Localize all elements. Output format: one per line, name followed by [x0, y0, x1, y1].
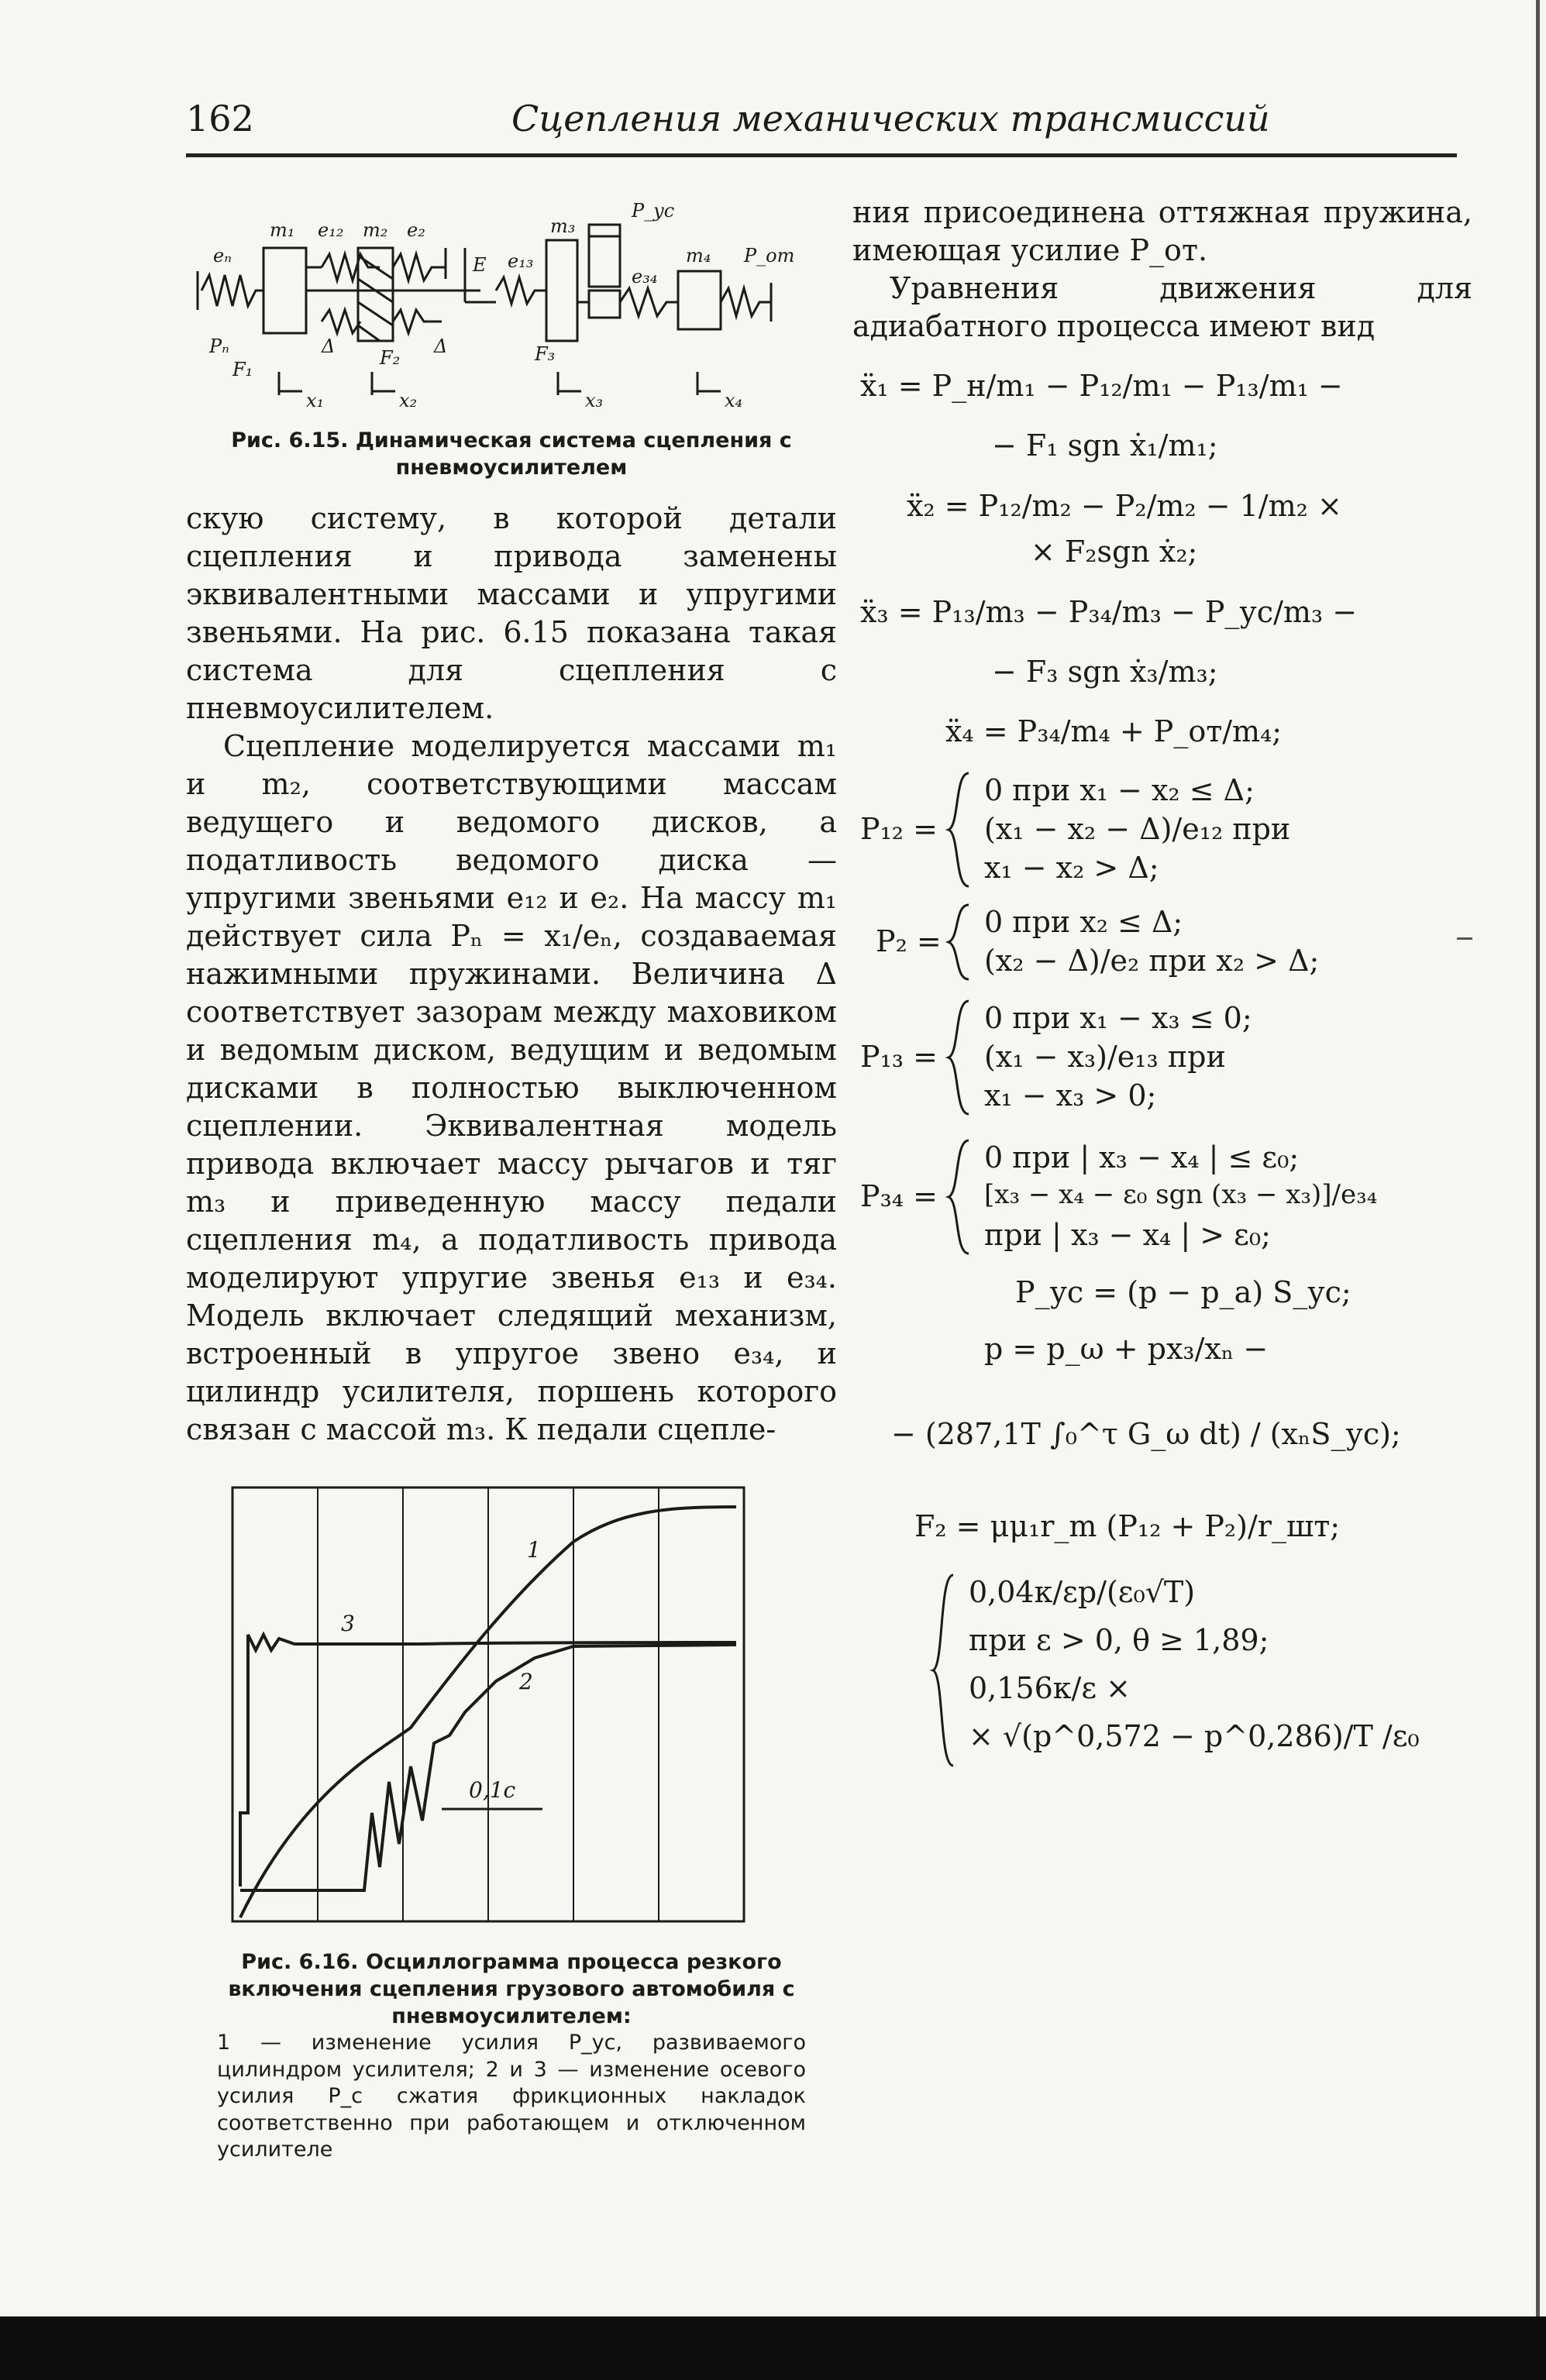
eq-P12 — [860, 772, 1472, 888]
eq-P2-case-2: (x₂ − Δ)/e₂ при x₂ > Δ; — [984, 943, 1320, 978]
equations-block — [860, 367, 1472, 1767]
time-scale-label: 0,1с — [469, 1777, 516, 1804]
spring-eH — [201, 275, 263, 306]
page-header — [186, 91, 1457, 157]
figure-6-16-caption-title: Рис. 6.16. Осциллограмма процесса резкого включения сцепления грузового автомобиля с пневмоусилителем: — [228, 1950, 795, 2028]
servo-valve — [589, 291, 620, 318]
mass-m2 — [358, 248, 393, 341]
label-x2: x₂ — [399, 390, 418, 411]
eq-x1-line-1: ẍ₁ = P_н/m₁ − P₁₂/m₁ − P₁₃/m₁ − — [860, 369, 1343, 404]
eq-P34-case-1: 0 при | x₃ − x₄ | ≤ ε₀; — [984, 1140, 1300, 1175]
label-e13: e₁₃ — [508, 250, 534, 272]
label-e12: e₁₂ — [318, 219, 344, 241]
eq-P12-case-1: 0 при x₁ − x₂ ≤ Δ; — [984, 772, 1255, 807]
mass-m1 — [263, 248, 306, 333]
label-Pot: P_от — [744, 245, 795, 267]
spring-e13 — [496, 277, 546, 304]
spring-e2 — [393, 254, 446, 280]
spring-e34 — [620, 288, 678, 316]
mass-m3 — [546, 240, 577, 341]
eq-last-case-3: 0,156κ/ε × — [969, 1671, 1131, 1706]
brace-P12 — [945, 772, 976, 888]
eq-P2-case-1: 0 при x₂ ≤ Δ; — [984, 904, 1183, 939]
figure-6-16-oscillogram — [186, 1480, 837, 1937]
left-column — [186, 194, 837, 2164]
eq-Pyc: P_ус = (p − p_а) S_ус; — [1015, 1274, 1351, 1309]
figure-6-16-caption-text: 1 — изменение усилия P_yc, развиваемого цилиндром усилителя; 2 и 3 — изменение осевого усилия P_c сжатия фрикционных накладок соответственно при работающем и отключенном усилителе — [217, 2031, 806, 2162]
eq-p-line-1: p = p_ω + px₃/xₙ − — [984, 1332, 1269, 1367]
right-paragraph-2: Уравнения движения для адиабатного процесса имеют вид — [852, 271, 1472, 344]
label-x3: x₃ — [585, 390, 604, 411]
page-edge — [1536, 0, 1540, 2380]
label-e2: e₂ — [407, 219, 425, 241]
brace-P13 — [945, 999, 976, 1116]
eq-P34-case-3: при | x₃ − x₄ | > ε₀; — [984, 1217, 1271, 1252]
figure-6-15-diagram — [186, 194, 837, 418]
label-Pyc: P_yc — [632, 200, 675, 222]
page-number: 162 — [186, 98, 254, 139]
eq-P2-lhs: P₂ = — [876, 923, 942, 958]
eq-x3-line-1: ẍ₃ = P₁₃/m₃ − P₃₄/m₃ − P_ус/m₃ − — [860, 594, 1358, 629]
mass-m4 — [678, 271, 721, 329]
label-m3: m₃ — [550, 215, 576, 237]
eq-P12-case-3: x₁ − x₂ > Δ; — [984, 850, 1159, 885]
spring-Pot — [721, 288, 771, 316]
right-column — [837, 194, 1472, 1767]
label-delta-1: Δ — [322, 335, 336, 357]
brace-P2 — [945, 903, 976, 981]
brace-last — [930, 1573, 961, 1767]
eq-P13-case-2: (x₁ − x₃)/e₁₃ при — [984, 1039, 1226, 1074]
running-title: Сцепления механических трансмиссий — [511, 98, 1270, 139]
label-PH: Pₙ — [209, 335, 229, 357]
left-paragraph-2: Сцепление моделируется массами m₁ и m₂, соответствующими массам ведущего и ведомого дисков, а податливость ведомого диска — упругими звеньями e₁₂ и e₂. На массу m₁ действует сила Pₙ = x₁/eₙ, создаваемая нажимными пружинами. Величина Δ соответствует зазорам между маховиком и ведомым диском, ведущим и ведомым дисками в полностью выключенном сцеплении. Эквивалентная модель привода включает массу рычагов и тяг m₃ и приведенную массу педали сцепления m₄, а податливость привода моделируют упругие звенья e₁₃ и e₃₄. Модель включает следящий механизм, встроенный в упругое звено e₃₄, и цилиндр усилителя, поршень которого связан с массой m₃. К педали сцепле- — [186, 729, 837, 1447]
label-eH: eₙ — [213, 245, 232, 267]
eq-last-case-1: 0,04κ/εp/(ε₀√T) — [969, 1575, 1196, 1610]
label-E: E — [473, 254, 487, 276]
label-e34: e₃₄ — [632, 266, 658, 287]
eq-P2 — [860, 903, 1472, 981]
eq-x2-line-2: × F₂sgn ẋ₂; — [1031, 535, 1198, 569]
eq-P13-case-3: x₁ − x₃ > 0; — [984, 1078, 1157, 1113]
eq-last — [860, 1573, 1472, 1767]
eq-P34 — [860, 1139, 1472, 1255]
label-delta-2: Δ — [434, 335, 448, 357]
scan-bottom-border — [0, 2316, 1546, 2380]
label-F1: F₁ — [232, 359, 253, 380]
label-m2: m₂ — [363, 219, 388, 241]
eq-x3-line-2: − F₃ sgn ẋ₃/m₃; — [992, 655, 1218, 690]
eq-last-case-4: × √(p^0,572 − p^0,286)/T /ε₀ — [969, 1719, 1420, 1754]
curve-2-label: 2 — [519, 1669, 533, 1695]
eq-p-line-2: − (287,1T ∫₀^τ G_ω dt) / (xₙS_ус); — [891, 1416, 1401, 1451]
spring-e12 — [322, 254, 380, 280]
spring-lower — [322, 310, 360, 333]
booster-cylinder — [589, 225, 620, 287]
curve-1-label: 1 — [527, 1537, 541, 1563]
left-paragraph-1: скую систему, в которой детали сцепления и привода заменены эквивалентными массами и упругими звеньями. На рис. 6.15 показана такая система для сцепления с пневмоусилителем. — [186, 501, 837, 726]
eq-x4: ẍ₄ = P₃₄/m₄ + P_от/m₄; — [945, 714, 1283, 749]
right-paragraph-1: ния присоединена оттяжная пружина, имеющая усилие P_от. — [852, 195, 1472, 268]
eq-P13 — [860, 999, 1472, 1116]
label-F2: F₂ — [380, 347, 401, 369]
label-x4: x₄ — [725, 390, 743, 411]
eq-F2: F₂ = μμ₁r_m (P₁₂ + P₂)/r_шт; — [914, 1508, 1341, 1543]
eq-last-case-2: при ε > 0, θ ≥ 1,89; — [969, 1623, 1269, 1658]
brace-P34 — [945, 1139, 976, 1255]
eq-x2-line-1: ẍ₂ = P₁₂/m₂ − P₂/m₂ − 1/m₂ × — [907, 488, 1342, 523]
eq-P34-case-2: [x₃ − x₄ − ε₀ sgn (x₃ − x₃)]/e₃₄ — [984, 1178, 1378, 1210]
figure-6-15-caption: Рис. 6.15. Динамическая система сцепления с пневмоусилителем — [231, 428, 792, 480]
eq-P13-case-1: 0 при x₁ − x₃ ≤ 0; — [984, 1000, 1252, 1035]
eq-P12-lhs: P₁₂ = — [860, 811, 938, 846]
label-m1: m₁ — [270, 219, 295, 241]
eq-P13-lhs: P₁₃ = — [860, 1039, 938, 1074]
label-m4: m₄ — [686, 245, 711, 267]
label-F3: F₃ — [535, 343, 556, 365]
eq-x1-line-2: − F₁ sgn ẋ₁/m₁; — [992, 428, 1218, 463]
label-x1: x₁ — [306, 390, 325, 411]
eq-P12-case-2: (x₁ − x₂ − Δ)/e₁₂ при — [984, 811, 1291, 846]
eq-P34-lhs: P₃₄ = — [860, 1178, 938, 1213]
curve-3-label: 3 — [341, 1611, 355, 1637]
